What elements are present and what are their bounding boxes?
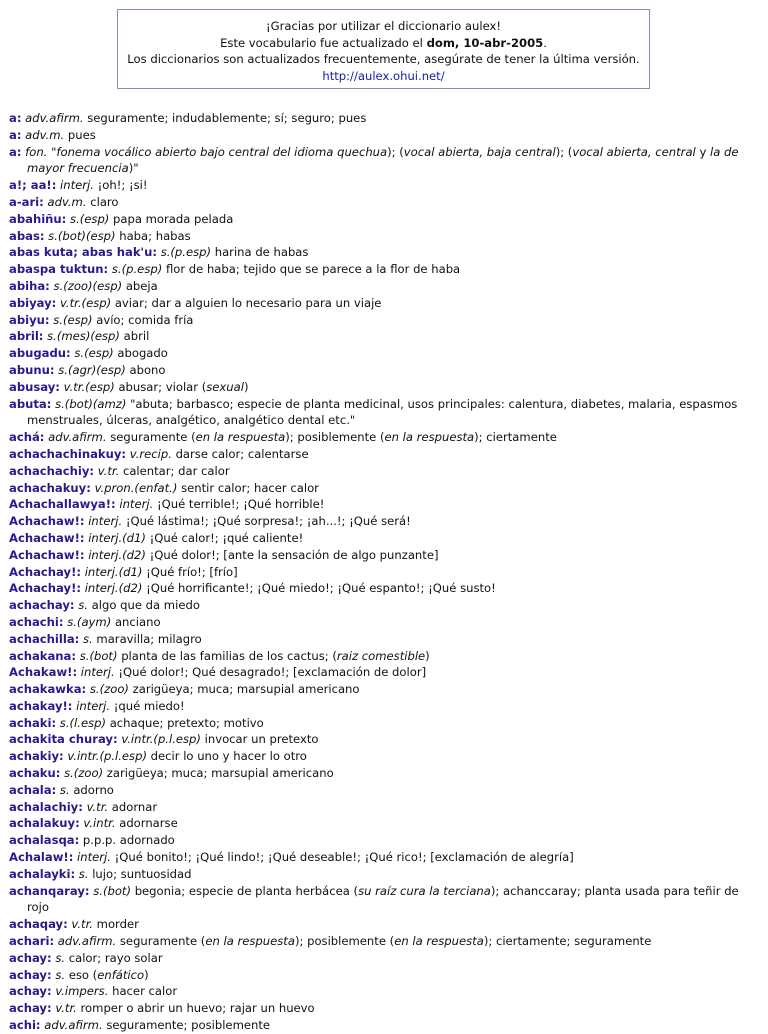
entry-grammar: s.(p.esp) bbox=[160, 245, 212, 260]
dictionary-entry bbox=[9, 967, 761, 984]
entry-grammar: interj. bbox=[80, 665, 115, 680]
entry-headword[interactable]: achalachiy: bbox=[9, 799, 83, 814]
entry-headword[interactable]: Achachaw!: bbox=[9, 530, 85, 545]
dictionary-entry bbox=[9, 295, 761, 312]
banner-updated-suffix: . bbox=[543, 35, 547, 50]
dictionary-entry bbox=[9, 278, 761, 295]
entry-grammar: v.intr.(p.l.esp) bbox=[67, 749, 147, 764]
entry-definition: calentar; dar calor bbox=[122, 463, 230, 478]
entry-headword[interactable]: Achachay!: bbox=[9, 564, 81, 579]
entry-grammar: s. bbox=[55, 967, 66, 982]
entry-definition: adorno bbox=[73, 782, 114, 797]
entry-grammar: v.tr. bbox=[97, 463, 120, 478]
entry-grammar: s.(mes)(esp) bbox=[47, 329, 120, 344]
dictionary-entry bbox=[9, 715, 761, 732]
entry-headword[interactable]: achachachinakuy: bbox=[9, 446, 127, 461]
entry-headword[interactable]: achakana: bbox=[9, 648, 77, 663]
entry-grammar: interj. bbox=[88, 514, 123, 529]
entry-grammar: s.(bot)(esp) bbox=[48, 228, 116, 243]
aulex-link[interactable]: http://aulex.ohui.net/ bbox=[322, 68, 445, 83]
entry-headword[interactable]: a: bbox=[9, 111, 22, 125]
entry-definition: morder bbox=[96, 917, 139, 932]
entry-definition: adornarse bbox=[119, 816, 178, 831]
entry-headword[interactable]: Achachaw!: bbox=[9, 547, 85, 562]
entry-definition: "fonema vocálico abierto bajo central del idioma quechua); (vocal abierta, baja central); (vocal abierta, central y la de mayor frecuencia)" bbox=[27, 144, 739, 176]
dictionary-entry bbox=[9, 597, 761, 614]
entry-grammar: s.(zoo)(esp) bbox=[53, 278, 123, 293]
dictionary-entry bbox=[9, 379, 761, 396]
dictionary-entry bbox=[9, 664, 761, 681]
entry-definition: algo que da miedo bbox=[91, 598, 200, 613]
dictionary-entry bbox=[9, 614, 761, 631]
entry-grammar: s. bbox=[78, 866, 89, 881]
entry-headword[interactable]: achakawka: bbox=[9, 682, 87, 697]
entry-headword[interactable]: achalayki: bbox=[9, 866, 76, 881]
dictionary-entry bbox=[9, 765, 761, 782]
entry-grammar: s. bbox=[78, 598, 88, 613]
entry-headword[interactable]: a!; aa!: bbox=[9, 178, 57, 193]
dictionary-entry bbox=[9, 345, 761, 362]
dictionary-entry bbox=[9, 1000, 761, 1017]
entry-definition: decir lo uno y hacer lo otro bbox=[150, 749, 307, 764]
dictionary-entry bbox=[9, 580, 761, 597]
dictionary-entry bbox=[9, 849, 761, 866]
entry-headword[interactable]: achi: bbox=[9, 1018, 41, 1033]
dictionary-entry bbox=[9, 782, 761, 799]
entry-definition: zarigüeya; muca; marsupial americano bbox=[132, 682, 360, 697]
entry-definition: planta de las familias de los cactus; (raiz comestible) bbox=[121, 648, 430, 663]
entry-headword[interactable]: achachachiy: bbox=[9, 463, 95, 478]
entry-grammar: v.tr.(esp) bbox=[60, 295, 112, 310]
entry-definition: abeja bbox=[125, 278, 158, 293]
entry-headword[interactable]: achakita churay: bbox=[9, 732, 118, 747]
entry-headword[interactable]: achakay!: bbox=[9, 698, 73, 713]
dictionary-entry bbox=[9, 211, 761, 228]
info-banner bbox=[117, 9, 650, 89]
entry-headword[interactable]: Achakaw!: bbox=[9, 665, 78, 680]
dictionary-entry bbox=[9, 564, 761, 581]
banner-updated-date: dom, 10-abr-2005 bbox=[426, 35, 544, 50]
entry-grammar: interj. bbox=[119, 497, 154, 512]
entry-headword[interactable]: achá: bbox=[9, 430, 45, 445]
entry-grammar: s.(esp) bbox=[74, 346, 114, 361]
entry-headword[interactable]: achaqay: bbox=[9, 917, 68, 932]
entry-headword[interactable]: achachakuy: bbox=[9, 480, 91, 495]
entry-grammar: s.(zoo) bbox=[89, 682, 129, 697]
entry-definition: zarigüeya; muca; marsupial americano bbox=[106, 766, 334, 781]
entry-definition: ¡Qué dolor!; [ante la sensación de algo punzante] bbox=[149, 547, 439, 562]
dictionary-entry bbox=[9, 312, 761, 329]
entry-definition: ¡Qué horrificante!; ¡Qué miedo!; ¡Qué espanto!; ¡Qué susto! bbox=[146, 581, 496, 596]
entry-headword[interactable]: achala: bbox=[9, 782, 57, 797]
entry-definition: aviar; dar a alguien lo necesario para un viaje bbox=[114, 295, 382, 310]
dictionary-entry bbox=[9, 883, 761, 917]
entry-definition: ¡Qué lástima!; ¡Qué sorpresa!; ¡ah...!; ¡Qué será! bbox=[125, 514, 411, 529]
dictionary-entry bbox=[9, 748, 761, 765]
dictionary-entry bbox=[9, 950, 761, 967]
entry-definition: abril bbox=[123, 329, 150, 344]
entry-grammar: v.tr. bbox=[55, 1001, 77, 1016]
entry-definition: abogado bbox=[117, 346, 168, 361]
entry-definition: darse calor; calentarse bbox=[175, 446, 309, 461]
dictionary-entry bbox=[9, 866, 761, 883]
entry-grammar: v.pron.(enfat.) bbox=[94, 480, 178, 495]
entry-definition: ¡Qué calor!; ¡qué caliente! bbox=[149, 530, 304, 545]
entry-grammar: adv.afirm. bbox=[44, 1018, 103, 1033]
entry-headword[interactable]: abusay: bbox=[9, 379, 60, 394]
entry-headword[interactable]: a-ari: bbox=[9, 194, 44, 209]
entry-headword[interactable]: abaspa tuktun: bbox=[9, 262, 109, 277]
entry-grammar: s.(esp) bbox=[53, 312, 93, 327]
entry-definition: harina de habas bbox=[214, 245, 309, 260]
entry-headword[interactable]: achanqaray: bbox=[9, 883, 90, 898]
entry-headword[interactable]: a: bbox=[9, 144, 22, 159]
entry-headword[interactable]: abahiñu: bbox=[9, 211, 67, 226]
entry-grammar: s. bbox=[59, 782, 70, 797]
dictionary-entry bbox=[9, 513, 761, 530]
entry-grammar: interj. bbox=[76, 698, 111, 713]
dictionary-entry bbox=[9, 1017, 761, 1034]
dictionary-entry bbox=[9, 698, 761, 715]
entry-grammar: s.(zoo) bbox=[64, 766, 104, 781]
entry-grammar: interj.(d2) bbox=[88, 547, 146, 562]
entry-definition: ¡Qué dolor!; Qué desagrado!; [exclamación de dolor] bbox=[118, 665, 427, 680]
entry-definition: ¡oh!; ¡si! bbox=[97, 178, 148, 193]
entry-grammar: interj.(d1) bbox=[88, 530, 146, 545]
entry-headword[interactable]: achay: bbox=[9, 984, 52, 999]
dictionary-entry bbox=[9, 547, 761, 564]
entry-headword[interactable]: achalasqa: bbox=[9, 833, 80, 848]
entry-headword[interactable]: achaki: bbox=[9, 715, 57, 730]
dictionary-entry bbox=[9, 110, 761, 127]
dictionary-entry bbox=[9, 631, 761, 648]
entry-headword[interactable]: abiha: bbox=[9, 278, 50, 293]
entry-headword[interactable]: abas: bbox=[9, 228, 45, 243]
dictionary-entry bbox=[9, 496, 761, 513]
entry-definition: ¡Qué bonito!; ¡Qué lindo!; ¡Qué deseable!; ¡Qué rico!; [exclamación de alegría] bbox=[114, 850, 574, 865]
entry-headword[interactable]: achay: bbox=[9, 1001, 52, 1016]
entry-definition: maravilla; milagro bbox=[96, 631, 202, 646]
dictionary-entry bbox=[9, 228, 761, 245]
dictionary-entry-list bbox=[9, 110, 761, 1034]
entry-definition: papa morada pelada bbox=[113, 211, 234, 226]
dictionary-entry bbox=[9, 480, 761, 497]
banner-thanks: ¡Gracias por utilizar el diccionario aulex! bbox=[265, 19, 502, 33]
entry-definition: pues bbox=[67, 127, 96, 142]
entry-headword[interactable]: achachilla: bbox=[9, 631, 80, 646]
entry-headword[interactable]: achaku: bbox=[9, 766, 61, 781]
dictionary-entry bbox=[9, 446, 761, 463]
entry-grammar: interj.(d2) bbox=[84, 581, 143, 596]
entry-headword[interactable]: abunu: bbox=[9, 362, 55, 377]
entry-headword[interactable]: abugadu: bbox=[9, 346, 71, 361]
banner-notice: Los diccionarios son actualizados frecuentemente, asegúrate de tener la última versión. bbox=[127, 52, 640, 67]
entry-headword[interactable]: achari: bbox=[9, 934, 55, 949]
entry-definition: calor; rayo solar bbox=[68, 950, 163, 965]
entry-headword[interactable]: Achalaw!: bbox=[9, 850, 74, 865]
entry-definition: achaque; pretexto; motivo bbox=[109, 715, 264, 730]
entry-definition: adornar bbox=[111, 799, 158, 814]
dictionary-entry bbox=[9, 127, 761, 144]
dictionary-entry bbox=[9, 731, 761, 748]
entry-definition: romper o abrir un huevo; rajar un huevo bbox=[80, 1001, 315, 1016]
entry-headword[interactable]: achalakuy: bbox=[9, 816, 80, 831]
entry-definition: ¡Qué terrible!; ¡Qué horrible! bbox=[156, 497, 325, 512]
entry-definition: sentir calor; hacer calor bbox=[181, 480, 319, 495]
entry-headword[interactable]: achachi: bbox=[9, 614, 64, 629]
dictionary-entry bbox=[9, 261, 761, 278]
entry-grammar: v.impers. bbox=[55, 984, 109, 999]
entry-definition: ¡Qué frío!; [frío] bbox=[146, 564, 238, 579]
entry-definition: seguramente; indudablemente; sí; seguro; pues bbox=[87, 111, 367, 125]
entry-definition: flor de haba; tejido que se parece a la flor de haba bbox=[165, 262, 461, 277]
entry-grammar: s.(bot) bbox=[79, 648, 118, 663]
entry-grammar: adv.afirm. bbox=[57, 934, 117, 949]
entry-definition: eso (enfático) bbox=[68, 967, 149, 982]
entry-definition: ¡qué miedo! bbox=[113, 698, 185, 713]
entry-grammar: v.tr.(esp) bbox=[63, 379, 115, 394]
entry-headword[interactable]: Achachaw!: bbox=[9, 514, 85, 529]
dictionary-entry bbox=[9, 396, 761, 430]
entry-headword[interactable]: achay: bbox=[9, 950, 52, 965]
entry-headword[interactable]: abuta: bbox=[9, 396, 52, 411]
entry-definition: begonia; especie de planta herbácea (su raíz cura la terciana); achanccaray; planta usada para teñir de rojo bbox=[27, 883, 739, 915]
dictionary-entry bbox=[9, 530, 761, 547]
dictionary-entry bbox=[9, 916, 761, 933]
entry-definition: seguramente; posiblemente bbox=[106, 1018, 271, 1033]
entry-definition: seguramente (en la respuesta); posiblemente (en la respuesta); ciertamente bbox=[110, 430, 557, 445]
entry-grammar: v.recip. bbox=[129, 446, 172, 461]
dictionary-entry bbox=[9, 832, 761, 849]
entry-grammar: interj. bbox=[77, 850, 111, 865]
dictionary-entry bbox=[9, 194, 761, 211]
entry-headword[interactable]: achakiy: bbox=[9, 749, 64, 764]
dictionary-entry bbox=[9, 933, 761, 950]
dictionary-entry bbox=[9, 815, 761, 832]
entry-grammar: s.(bot) bbox=[93, 883, 131, 898]
entry-definition: anciano bbox=[114, 614, 161, 629]
entry-grammar: s.(esp) bbox=[70, 211, 110, 226]
entry-grammar: adv.m. bbox=[25, 127, 65, 142]
entry-definition: p.p.p. adornado bbox=[82, 833, 175, 848]
dictionary-entry bbox=[9, 648, 761, 665]
entry-headword[interactable]: abiyu: bbox=[9, 312, 50, 327]
entry-headword[interactable]: a: bbox=[9, 127, 22, 142]
entry-definition: seguramente (en la respuesta); posiblemente (en la respuesta); ciertamente; seguramente bbox=[119, 934, 652, 949]
entry-definition: avío; comida fría bbox=[96, 312, 194, 327]
entry-headword[interactable]: abas kuta; abas hak'u: bbox=[9, 245, 157, 260]
entry-definition: hacer calor bbox=[112, 984, 178, 999]
dictionary-entry bbox=[9, 799, 761, 816]
banner-updated-prefix: Este vocabulario fue actualizado el bbox=[220, 35, 427, 50]
entry-headword[interactable]: achachay: bbox=[9, 598, 75, 613]
entry-grammar: s.(agr)(esp) bbox=[58, 362, 126, 377]
entry-definition: invocar un pretexto bbox=[204, 732, 319, 747]
entry-definition: claro bbox=[90, 194, 119, 209]
entry-grammar: s.(p.esp) bbox=[111, 262, 163, 277]
entry-grammar: s.(bot)(amz) bbox=[55, 396, 127, 411]
dictionary-entry bbox=[9, 244, 761, 261]
entry-grammar: interj. bbox=[60, 178, 94, 193]
entry-grammar: adv.afirm. bbox=[25, 111, 84, 125]
entry-definition: haba; habas bbox=[119, 228, 191, 243]
entry-grammar: adv.m. bbox=[47, 194, 87, 209]
dictionary-entry bbox=[9, 983, 761, 1000]
entry-grammar: v.tr. bbox=[71, 917, 93, 932]
entry-grammar: v.tr. bbox=[86, 799, 109, 814]
entry-definition: "abuta; barbasco; especie de planta medicinal, usos principales: calentura, diabetes, malaria, espasmos menstruales, úlceras, analgético, analgético dental etc." bbox=[27, 396, 738, 428]
entry-headword[interactable]: abril: bbox=[9, 329, 44, 344]
entry-definition: lujo; suntuosidad bbox=[92, 866, 192, 881]
dictionary-entry bbox=[9, 328, 761, 345]
entry-grammar: s. bbox=[55, 950, 66, 965]
entry-grammar: interj.(d1) bbox=[84, 564, 143, 579]
entry-grammar: v.intr. bbox=[83, 816, 116, 831]
entry-grammar: s. bbox=[82, 631, 93, 646]
dictionary-entry bbox=[9, 362, 761, 379]
entry-grammar: fon. bbox=[25, 144, 48, 159]
dictionary-entry bbox=[9, 177, 761, 194]
entry-grammar: v.intr.(p.l.esp) bbox=[121, 732, 201, 747]
banner-updated bbox=[118, 35, 649, 52]
entry-grammar: s.(aym) bbox=[67, 614, 112, 629]
dictionary-entry bbox=[9, 429, 761, 446]
dictionary-entry bbox=[9, 144, 761, 178]
entry-headword[interactable]: achay: bbox=[9, 967, 52, 982]
entry-headword[interactable]: Achachay!: bbox=[9, 581, 81, 596]
entry-headword[interactable]: abiyay: bbox=[9, 295, 57, 310]
entry-headword[interactable]: Achachallawya!: bbox=[9, 497, 116, 512]
dictionary-entry bbox=[9, 463, 761, 480]
entry-grammar: s.(l.esp) bbox=[59, 715, 107, 730]
entry-definition: abono bbox=[129, 362, 166, 377]
dictionary-entry bbox=[9, 681, 761, 698]
entry-definition: abusar; violar (sexual) bbox=[118, 379, 249, 394]
entry-grammar: adv.afirm. bbox=[48, 430, 107, 445]
